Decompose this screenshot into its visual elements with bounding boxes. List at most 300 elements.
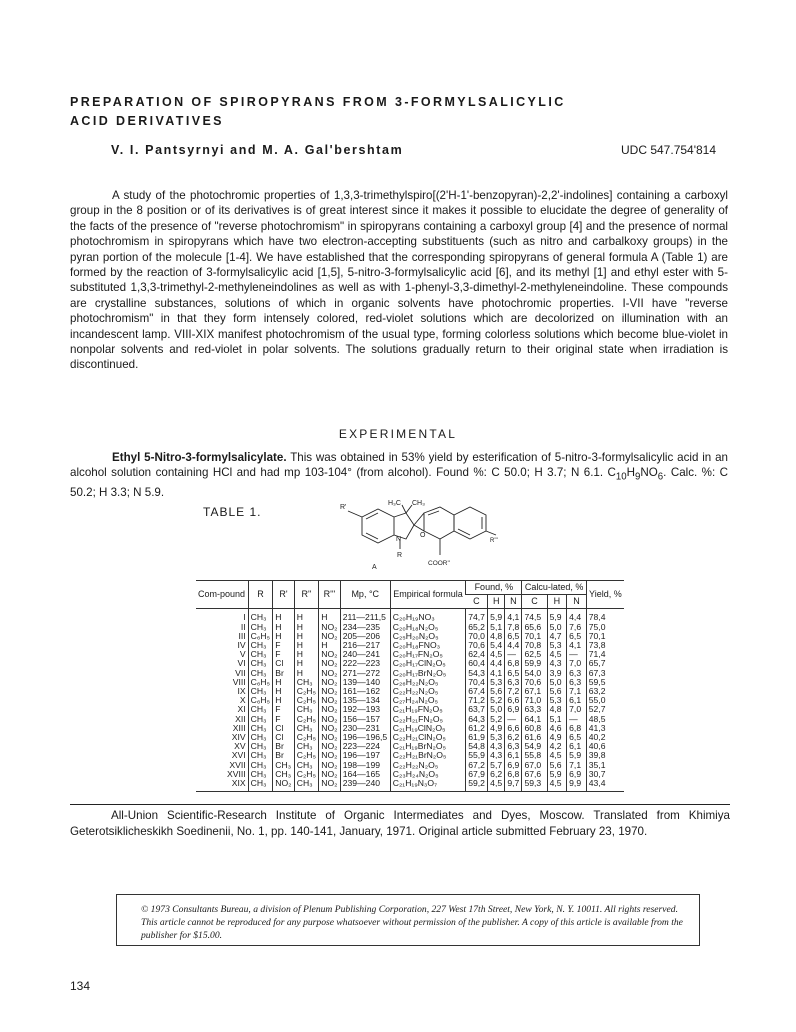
table-cell: 4,4 <box>567 609 587 623</box>
structure-label-ch3: CH₃ <box>412 500 425 507</box>
benzo-ring <box>454 507 486 539</box>
table-cell: 71,0 <box>522 696 547 705</box>
table-cell: 7,1 <box>567 687 587 696</box>
table-cell: NO₂ <box>319 715 340 724</box>
table-cell: F <box>273 641 294 650</box>
table-cell: 63,2 <box>586 687 624 696</box>
table-cell: 240—241 <box>340 650 390 659</box>
exp-text-c: NO <box>640 466 658 480</box>
table-cell: CH₃ <box>248 609 273 623</box>
table-cell: 164—165 <box>340 770 390 779</box>
table-cell: 6,3 <box>505 678 522 687</box>
table-cell: 60,4 <box>466 659 488 668</box>
table-cell: 55,8 <box>522 751 547 760</box>
table-cell: 7,1 <box>567 761 587 770</box>
table-cell: C₂H₅ <box>294 751 319 760</box>
exp-sub-3: 6 <box>657 471 664 483</box>
table-cell: H <box>273 687 294 696</box>
table-cell: 4,9 <box>488 724 505 733</box>
table-cell: 52,7 <box>586 705 624 714</box>
table-cell: 5,0 <box>547 623 567 632</box>
table-cell: 6,5 <box>567 632 587 641</box>
table-cell: C₂₁H₁₉ClN₂O₅ <box>390 724 465 733</box>
table-cell: 67,2 <box>466 761 488 770</box>
compound-name: Ethyl 5-Nitro-3-formylsalicylate. <box>112 451 287 464</box>
table-cell: CH₃ <box>248 687 273 696</box>
table-cell: NO₂ <box>319 779 340 792</box>
table-cell: CH₃ <box>248 669 273 678</box>
table-cell: CH₃ <box>248 770 273 779</box>
table-cell: 4,6 <box>547 724 567 733</box>
exp-sub-1: 10 <box>615 471 627 483</box>
table-cell: 5,9 <box>547 770 567 779</box>
table-cell: 73,8 <box>586 641 624 650</box>
th-found-h: H <box>488 595 505 609</box>
table-cell: NO₂ <box>319 761 340 770</box>
table-cell: 234—235 <box>340 623 390 632</box>
table-cell: 4,4 <box>505 641 522 650</box>
table-cell: XIX <box>231 778 246 789</box>
table-cell: 6,2 <box>505 733 522 742</box>
table-cell: C₂₀H₁₈N₂O₅ <box>390 623 465 632</box>
table-cell: NO₂ <box>319 650 340 659</box>
udc-code: UDC 547.754'814 <box>621 143 717 157</box>
table-cell: 74,5 <box>522 609 547 623</box>
table-cell: 54,9 <box>522 742 547 751</box>
table-cell: C₆H₅ <box>248 632 273 641</box>
table-cell: 4,8 <box>488 632 505 641</box>
table-cell: CH₃ <box>248 751 273 760</box>
table-cell: 4,3 <box>547 659 567 668</box>
table-cell: 5,7 <box>488 761 505 770</box>
table-cell: 67,9 <box>466 770 488 779</box>
table-cell: 54,0 <box>522 669 547 678</box>
table-row <box>196 609 624 623</box>
table-cell: 62,5 <box>522 650 547 659</box>
table-cell: 4,1 <box>567 641 587 650</box>
table-cell: 239—240 <box>340 779 390 792</box>
table-cell: CH₃ <box>294 724 319 733</box>
table-cell: 70,1 <box>522 632 547 641</box>
table-cell: VI <box>237 658 246 669</box>
table-cell: 55,0 <box>586 696 624 705</box>
table-cell: 135—134 <box>340 696 390 705</box>
table-cell: CH₃ <box>248 724 273 733</box>
table-cell: XI <box>237 704 246 715</box>
table-cell: Cl <box>273 659 294 668</box>
table-cell: 75,0 <box>586 623 624 632</box>
table-cell: II <box>240 621 246 632</box>
table-cell: 55,9 <box>466 751 488 760</box>
table-cell: NO₂ <box>319 742 340 751</box>
table-cell: C₆H₅ <box>248 696 273 705</box>
table-cell: 35,1 <box>586 761 624 770</box>
table-cell: CH₃ <box>248 641 273 650</box>
title-line-2: ACID DERIVATIVES <box>70 114 224 128</box>
table-cell: C₂₃H₂₄N₂O₅ <box>390 770 465 779</box>
table-cell: 40,2 <box>586 733 624 742</box>
table-cell: CH₃ <box>294 779 319 792</box>
table-cell: 70,0 <box>466 632 488 641</box>
table-cell: H <box>294 632 319 641</box>
table-cell: 5,9 <box>567 751 587 760</box>
table-cell: 6,2 <box>488 770 505 779</box>
table-cell: C₂H₅ <box>294 696 319 705</box>
table-cell: CH₃ <box>248 705 273 714</box>
th-r2: R'' <box>294 581 319 609</box>
structure-label-r: R <box>397 552 403 559</box>
table-cell: 6,1 <box>567 696 587 705</box>
table-cell: 59,9 <box>522 659 547 668</box>
table-cell: 6,6 <box>505 696 522 705</box>
table-cell: CH₃ <box>273 761 294 770</box>
table-cell: 4,8 <box>547 705 567 714</box>
abstract-text: A study of the photochromic properties of 1,3,3-trimethylspiro[(2'H-1'-benzopyran)-2,2'-indolines] containing a carboxyl group in the 8 position or of its derivatives is of great interest since it makes it possible to elucidate the degree of generality of the facts of the presence of "reverse photochromism" in spiropyrans containing a carboxyl group [4] and the presence of normal photochromism in spiropyrans which have two electron-accepting substituents (such as nitro and carbalkoxy groups) in the pyran portion of the molecule [1-4]. We have established that the corresponding spiropyrans of general formula A (Table 1) are formed by the reaction of 3-formylsalicylic acid [1,5], 5-nitro-3-formylsalicylic acid [6], and its methyl [1] and ethyl ester with 5-substituted 1,3,3-trimethyl-2-methyleneindolines as well as with 1-phenyl-3,3-dimethyl-2-methyleneindoline. These compounds are crystalline substances, solutions of which in organic solvents have photochromic properties. I-VII have "reverse photochromism" in that they form intensely colored, red-violet solutions which are decolorized on illumination with an incandescent lamp. VIII-XIX manifest photochromism of the usual type, forming colorless solutions which become blue-violet in nonpolar solvents and red-violet in polar solvents. The solutions gradually return to their original state when irradiation is discontinued. <box>70 189 728 372</box>
table-cell: 39,8 <box>586 751 624 760</box>
table-cell: 70,1 <box>586 632 624 641</box>
structure-label-n: N <box>396 536 402 543</box>
table-cell: NO₂ <box>319 623 340 632</box>
table-cell: 196—196,5 <box>340 733 390 742</box>
table-cell: C₂₂H₂₁ClN₂O₅ <box>390 733 465 742</box>
table-cell: H <box>273 696 294 705</box>
exp-text-a: This was obtained in 53% yield by esterification of 5-nitro-3-formylsalicylic acid in an alcohol solution containing HCl and had mp 103-104° (from alcohol). Found %: C 50.0; H 3.7; N 6.1. C <box>70 451 728 480</box>
table-cell: 6,1 <box>505 751 522 760</box>
table-cell: NO₂ <box>319 705 340 714</box>
table-cell: 59,2 <box>466 779 488 792</box>
table-cell: XIII <box>232 722 246 733</box>
table-cell: C₂₆H₂₂N₂O₅ <box>390 678 465 687</box>
table-cell: 4,1 <box>488 669 505 678</box>
table-cell: Cl <box>273 733 294 742</box>
table-cell: XV <box>234 741 246 752</box>
table-cell: NO₂ <box>319 751 340 760</box>
table-cell: CH₃ <box>294 678 319 687</box>
table-cell: 40,6 <box>586 742 624 751</box>
table-cell: 61,2 <box>466 724 488 733</box>
table-cell: 4,5 <box>547 650 567 659</box>
table-cell: C₂₁H₁₉BrN₂O₅ <box>390 742 465 751</box>
table-cell: 205—206 <box>340 632 390 641</box>
table-cell: 4,5 <box>488 779 505 792</box>
structure-bonds <box>348 505 496 555</box>
table-cell: 5,0 <box>488 705 505 714</box>
table-cell: F <box>273 705 294 714</box>
th-compound: Com-pound <box>198 589 246 600</box>
table-cell: — <box>567 715 587 724</box>
table-cell: 6,8 <box>567 724 587 733</box>
table-cell: 6,3 <box>567 678 587 687</box>
table-cell: 59,3 <box>522 779 547 792</box>
table-cell: F <box>273 650 294 659</box>
table-cell: CH₃ <box>248 623 273 632</box>
table-cell: 6,5 <box>505 632 522 641</box>
table-cell: C₂₁H₁₉FN₂O₅ <box>390 705 465 714</box>
table-cell: VII <box>235 667 246 678</box>
paper-title <box>70 93 710 131</box>
table-cell: 4,4 <box>488 659 505 668</box>
table-cell: 198—199 <box>340 761 390 770</box>
table-cell: 6,8 <box>505 770 522 779</box>
footnote-rule <box>70 804 730 805</box>
table-cell: 4,5 <box>488 650 505 659</box>
table-cell: C₆H₅ <box>248 678 273 687</box>
table-cell: 74,7 <box>466 609 488 623</box>
table-cell: 54,3 <box>466 669 488 678</box>
table-cell: H <box>273 623 294 632</box>
table-cell: 5,6 <box>488 687 505 696</box>
table-cell: C₂₀H₁₇ClN₂O₅ <box>390 659 465 668</box>
table-cell: 70,8 <box>522 641 547 650</box>
th-formula: Empirical formula <box>390 581 465 609</box>
pyran-ring <box>424 507 454 539</box>
structure-label-a: A <box>372 564 377 571</box>
table-cell: 6,9 <box>505 761 522 770</box>
table-cell: 70,6 <box>522 678 547 687</box>
table-cell: H <box>294 659 319 668</box>
th-r: R <box>248 581 273 609</box>
table-cell: 61,6 <box>522 733 547 742</box>
table-cell: CH₃ <box>248 742 273 751</box>
table-cell: 5,9 <box>547 609 567 623</box>
table-cell: X <box>239 695 246 706</box>
table-cell: H <box>294 623 319 632</box>
table-cell: CH₃ <box>248 715 273 724</box>
th-calc: Calcu-lated, % <box>522 581 586 595</box>
table-cell: CH₃ <box>273 770 294 779</box>
table-cell: 4,3 <box>488 751 505 760</box>
table-cell: C₂₇H₂₄N₂O₅ <box>390 696 465 705</box>
table-cell: 192—193 <box>340 705 390 714</box>
table-cell: 6,3 <box>567 669 587 678</box>
table-cell: C₂₂H₂₁FN₂O₅ <box>390 715 465 724</box>
table-cell: 63,7 <box>466 705 488 714</box>
table-cell: 271—272 <box>340 669 390 678</box>
th-calc-n: N <box>567 595 587 609</box>
compound-table <box>196 580 624 792</box>
table-cell: C₂₀H₁₇BrN₂O₅ <box>390 669 465 678</box>
table-cell: NO₂ <box>273 779 294 792</box>
table-cell: 5,1 <box>547 715 567 724</box>
table-cell: 6,1 <box>567 742 587 751</box>
table-cell: 7,8 <box>505 623 522 632</box>
table-cell: 223—224 <box>340 742 390 751</box>
table-cell: C₂₁H₁₉N₃O₇ <box>390 779 465 792</box>
th-calc-h: H <box>547 595 567 609</box>
experimental-heading: EXPERIMENTAL <box>338 427 458 441</box>
spiropyran-structure-diagram <box>340 497 500 572</box>
indoline-benzene-ring <box>362 509 394 543</box>
th-found-n: N <box>505 595 522 609</box>
table-cell: VIII <box>232 676 246 687</box>
table-cell: CH₃ <box>294 742 319 751</box>
table-cell: H <box>273 632 294 641</box>
table-cell: 60,8 <box>522 724 547 733</box>
table-cell: V <box>239 649 246 660</box>
table-cell: 216—217 <box>340 641 390 650</box>
table-cell: 64,3 <box>466 715 488 724</box>
table-cell: 4,5 <box>547 779 567 792</box>
table-cell: Cl <box>273 724 294 733</box>
table-cell: 6,9 <box>505 705 522 714</box>
table-cell: H <box>294 669 319 678</box>
table-cell: NO₂ <box>319 678 340 687</box>
table-cell: IV <box>237 640 246 651</box>
table-cell: C₂₂H₂₂N₂O₅ <box>390 687 465 696</box>
title-line-1: PREPARATION OF SPIROPYRANS FROM 3-FORMYLSALICYLIC <box>70 95 566 109</box>
th-yield: Yield, % <box>586 581 624 609</box>
table-cell: 6,9 <box>567 770 587 779</box>
table-cell: 7,6 <box>567 623 587 632</box>
table-cell: XVII <box>229 759 246 770</box>
table-cell: — <box>505 650 522 659</box>
table-cell: CH₃ <box>294 761 319 770</box>
table-cell: 6,5 <box>505 669 522 678</box>
table-cell: 139—140 <box>340 678 390 687</box>
th-r3: R''' <box>319 581 340 609</box>
table-cell: H <box>319 641 340 650</box>
table-cell: 65,7 <box>586 659 624 668</box>
table-cell: H <box>294 650 319 659</box>
abstract-paragraph <box>70 188 728 373</box>
table-cell: CH₃ <box>248 779 273 792</box>
table-cell: NO₂ <box>319 669 340 678</box>
table-cell: 211—211,5 <box>340 609 390 623</box>
table-cell: 5,3 <box>547 696 567 705</box>
table-cell: 6,6 <box>505 724 522 733</box>
copyright-box: © 1973 Consultants Bureau, a division of Plenum Publishing Corporation, 227 West 17th Street, New York, N. Y. 10011. All rights reserved. This article cannot be reproduced for any purpose whatsoever without permission of the publisher. A copy of this article is available from the publisher for $15.00. <box>116 894 700 946</box>
structure-label-r3: R''' <box>490 538 498 544</box>
table-cell: IX <box>237 686 246 697</box>
th-found: Found, % <box>466 581 522 595</box>
th-found-c: C <box>473 596 480 607</box>
authors: V. I. Pantsyrnyi and M. A. Gal'bershtam <box>111 143 404 157</box>
table-cell: 78,4 <box>586 609 624 623</box>
table-cell: Br <box>273 669 294 678</box>
table-cell: C₂H₅ <box>294 733 319 742</box>
table-cell: C₂H₅ <box>294 770 319 779</box>
structure-label-coor: COOR'' <box>428 560 450 567</box>
table-cell: 67,3 <box>586 669 624 678</box>
table-cell: 54,8 <box>466 742 488 751</box>
table-label: TABLE 1. <box>203 505 262 519</box>
table-cell: 7,2 <box>505 687 522 696</box>
th-r1: R' <box>273 581 294 609</box>
structure-label-h3c: H₃C <box>388 500 401 507</box>
table-cell: 59,5 <box>586 678 624 687</box>
table-cell: H <box>273 678 294 687</box>
table-cell: 48,5 <box>586 715 624 724</box>
table-cell: 5,6 <box>547 761 567 770</box>
table-cell: H <box>273 609 294 623</box>
table-cell: 71,2 <box>466 696 488 705</box>
table-cell: XII <box>235 713 246 724</box>
table-cell: 70,4 <box>466 678 488 687</box>
table-cell: 41,3 <box>586 724 624 733</box>
table-cell: NO₂ <box>319 724 340 733</box>
table-cell: NO₂ <box>319 696 340 705</box>
table-body <box>196 609 624 792</box>
table-cell: 4,5 <box>547 751 567 760</box>
table-cell: C₂H₅ <box>294 687 319 696</box>
table-cell: 67,0 <box>522 761 547 770</box>
table-cell: 67,1 <box>522 687 547 696</box>
table-cell: C₂₀H₁₉NO₃ <box>390 609 465 623</box>
table-cell: CH₃ <box>248 733 273 742</box>
table-cell: CH₃ <box>248 659 273 668</box>
table-cell: NO₂ <box>319 632 340 641</box>
table-cell: CH₃ <box>248 650 273 659</box>
table-cell: 161—162 <box>340 687 390 696</box>
table-cell: 5,3 <box>488 678 505 687</box>
table-cell: 7,0 <box>567 659 587 668</box>
table-cell: CH₃ <box>248 761 273 770</box>
exp-text-b: H <box>626 466 636 480</box>
table-cell: 9,7 <box>505 779 522 792</box>
table-cell: 63,3 <box>522 705 547 714</box>
table-cell: 5,2 <box>488 696 505 705</box>
table-cell: 4,3 <box>488 742 505 751</box>
table-cell: 5,2 <box>488 715 505 724</box>
structure-label-o: O <box>420 532 426 539</box>
table-cell: 67,6 <box>522 770 547 779</box>
table-cell: Br <box>273 742 294 751</box>
table-cell: H <box>294 609 319 623</box>
table-cell: NO₂ <box>319 770 340 779</box>
table-cell: C₂₂H₂₁BrN₂O₅ <box>390 751 465 760</box>
table-cell: NO₂ <box>319 687 340 696</box>
table-cell: 5,3 <box>488 733 505 742</box>
table-cell: XVIII <box>227 768 246 779</box>
table-cell: 67,4 <box>466 687 488 696</box>
table-cell: 9,9 <box>567 779 587 792</box>
table-cell: 5,4 <box>488 641 505 650</box>
table-cell: 4,9 <box>547 733 567 742</box>
table-cell: 5,3 <box>547 641 567 650</box>
table-cell: 6,3 <box>505 742 522 751</box>
structure-label-r1: R' <box>340 504 347 511</box>
table-cell: C₂₀H₁₈FNO₃ <box>390 641 465 650</box>
table-cell: NO₂ <box>319 659 340 668</box>
table-cell: 71,4 <box>586 650 624 659</box>
affiliation-note <box>70 808 730 840</box>
table-cell: H <box>319 609 340 623</box>
table-cell: — <box>567 650 587 659</box>
table-cell: 4,7 <box>547 632 567 641</box>
table-cell: 156—157 <box>340 715 390 724</box>
table-cell: C₂₂H₂₂N₂O₅ <box>390 761 465 770</box>
table-cell: XVI <box>231 750 246 761</box>
th-calc-c: C <box>522 595 547 609</box>
table-cell: XIV <box>231 732 246 743</box>
table-cell: 64,1 <box>522 715 547 724</box>
table-row <box>196 779 624 792</box>
table-cell: C₂H₅ <box>294 715 319 724</box>
table-cell: C₂₅H₂₀N₂O₅ <box>390 632 465 641</box>
table-cell: CH₃ <box>294 705 319 714</box>
exp-sub-2: 9 <box>635 471 641 483</box>
exp-text-d: . Calc. %: C 50.2; H 3.3; N 5.9. <box>70 466 729 500</box>
table-cell: 70,6 <box>466 641 488 650</box>
table-cell: 6,5 <box>567 733 587 742</box>
table-cell: Br <box>273 751 294 760</box>
table-cell: 196—197 <box>340 751 390 760</box>
table-cell: 30,7 <box>586 770 624 779</box>
table-cell: 7,0 <box>567 705 587 714</box>
table-cell: 65,6 <box>522 623 547 632</box>
table-cell: 62,4 <box>466 650 488 659</box>
table-cell: NO₂ <box>319 733 340 742</box>
